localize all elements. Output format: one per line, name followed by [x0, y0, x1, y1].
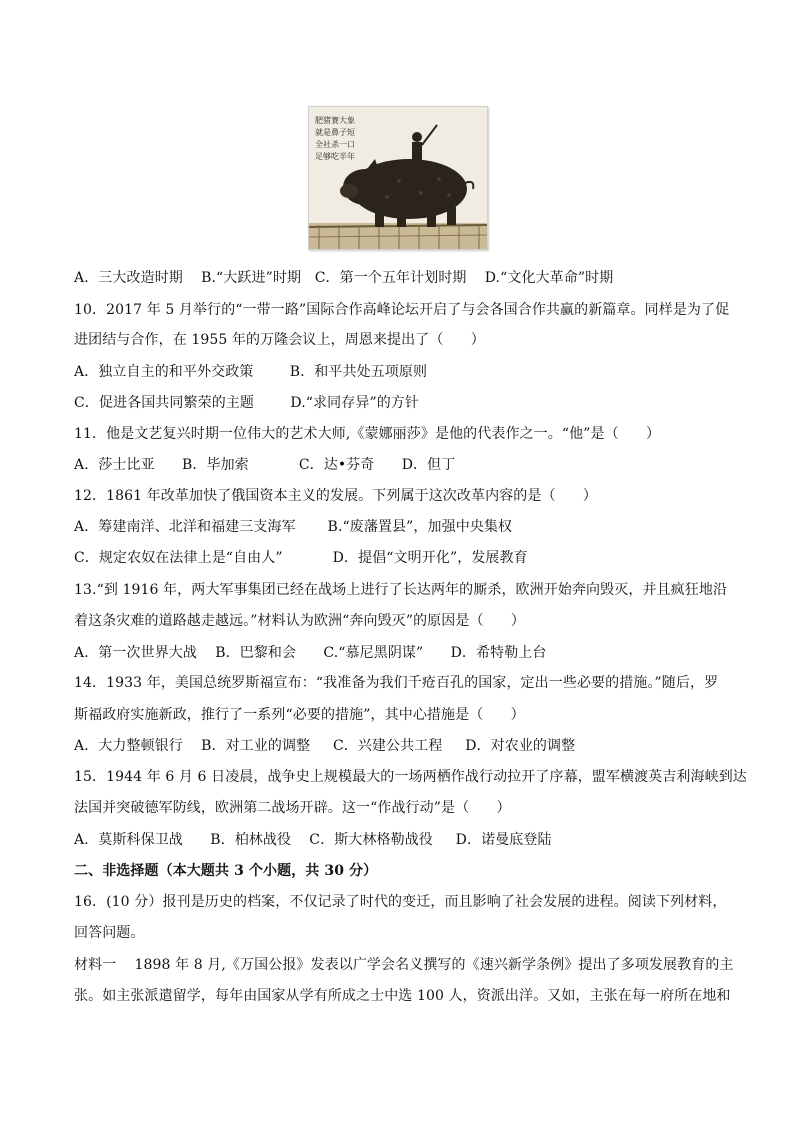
q14-stem-line-1: 14．1933 年，美国总统罗斯福宣布：“我准备为我们千疮百孔的国家，定出一些必要的措施。”随后，罗 — [74, 675, 719, 691]
q15-stem-line-1: 15．1944 年 6 月 6 日凌晨，战争史上规模最大的一场两栖作战行动拉开了序幕，盟军横渡英吉利海峡到达 — [74, 769, 747, 785]
material-one-line-2: 张。如主张派遣留学，每年由国家从学有所成之士中选 100 人，资派出洋。又如，主张在每一府所在地和 — [74, 988, 731, 1004]
q13-stem-line-1: 13.“到 1916 年，两大军事集团已经在战场上进行了长达两年的厮杀，欧洲开始奔向毁灭，并且疯狂地沿 — [74, 582, 728, 598]
q15-options: A．莫斯科保卫战 B．柏林战役 C．斯大林格勒战役 D．诺曼底登陆 — [74, 832, 552, 848]
q10-options-cd: C．促进各国共同繁荣的主题 D.“求同存异”的方针 — [74, 395, 420, 411]
q14-stem-line-2: 斯福政府实施新政，推行了一系列“必要的措施”，其中心措施是（ ） — [74, 707, 525, 723]
q13-options: A．第一次世界大战 B．巴黎和会 C.“慕尼黑阴谋” D．希特勒上台 — [74, 645, 547, 661]
q16-stem-line-2: 回答问题。 — [74, 925, 145, 941]
q10-stem-line-2: 进团结与合作，在 1955 年的万隆会议上，周恩来提出了（ ） — [74, 332, 485, 348]
q11-stem: 11．他是文艺复兴时期一位伟大的艺术大师,《蒙娜丽莎》是他的代表作之一。“他”是（ ） — [74, 426, 661, 442]
pig-cartoon-drawing — [309, 107, 487, 249]
caption-line-1: 肥猪赛大象 — [315, 116, 355, 125]
section-two-heading: 二、非选择题（本大题共 3 个小题，共 30 分） — [74, 863, 378, 879]
caption-line-4: 足够吃半年 — [315, 152, 355, 161]
pig-cartoon-image — [308, 106, 488, 250]
caption-line-3: 全社杀一口 — [315, 140, 355, 149]
q12-stem: 12．1861 年改革加快了俄国资本主义的发展。下列属于这次改革内容的是（ ） — [74, 488, 597, 504]
material-one-line-1: 材料一 1898 年 8 月,《万国公报》发表以广学会名义撰写的《速兴新学条例》提出了多项发展教育的主 — [74, 957, 734, 973]
q14-options: A．大力整顿银行 B．对工业的调整 C．兴建公共工程 D．对农业的调整 — [74, 738, 576, 754]
q10-stem-line-1: 10．2017 年 5 月举行的“一带一路”国际合作高峰论坛开启了与会各国合作共赢的新篇章。同样是为了促 — [74, 302, 730, 318]
caption-line-2: 就是鼻子短 — [315, 128, 355, 137]
q16-stem-line-1: 16．(10 分）报刊是历史的档案，不仅记录了时代的变迁，而且影响了社会发展的进程。阅读下列材料， — [74, 894, 727, 910]
q9-options: A．三大改造时期 B.“大跃进”时期 C．第一个五年计划时期 D.“文化大革命”时期 — [74, 270, 614, 286]
q12-options-ab: A．筹建南洋、北洋和福建三支海军 B.“废藩置县”，加强中央集权 — [74, 519, 513, 535]
q12-options-cd: C．规定农奴在法律上是“自由人” D．提倡“文明开化”，发展教育 — [74, 550, 528, 566]
q13-stem-line-2: 着这条灾难的道路越走越远。”材料认为欧洲“奔向毁灭”的原因是（ ） — [74, 613, 525, 629]
q11-options: A．莎士比亚 B．毕加索 C．达•芬奇 D．但丁 — [74, 457, 456, 473]
q15-stem-line-2: 法国并突破德军防线，欧洲第二战场开辟。这一“作战行动”是（ ） — [74, 800, 511, 816]
q10-options-ab: A．独立自主的和平外交政策 B．和平共处五项原则 — [74, 364, 428, 380]
